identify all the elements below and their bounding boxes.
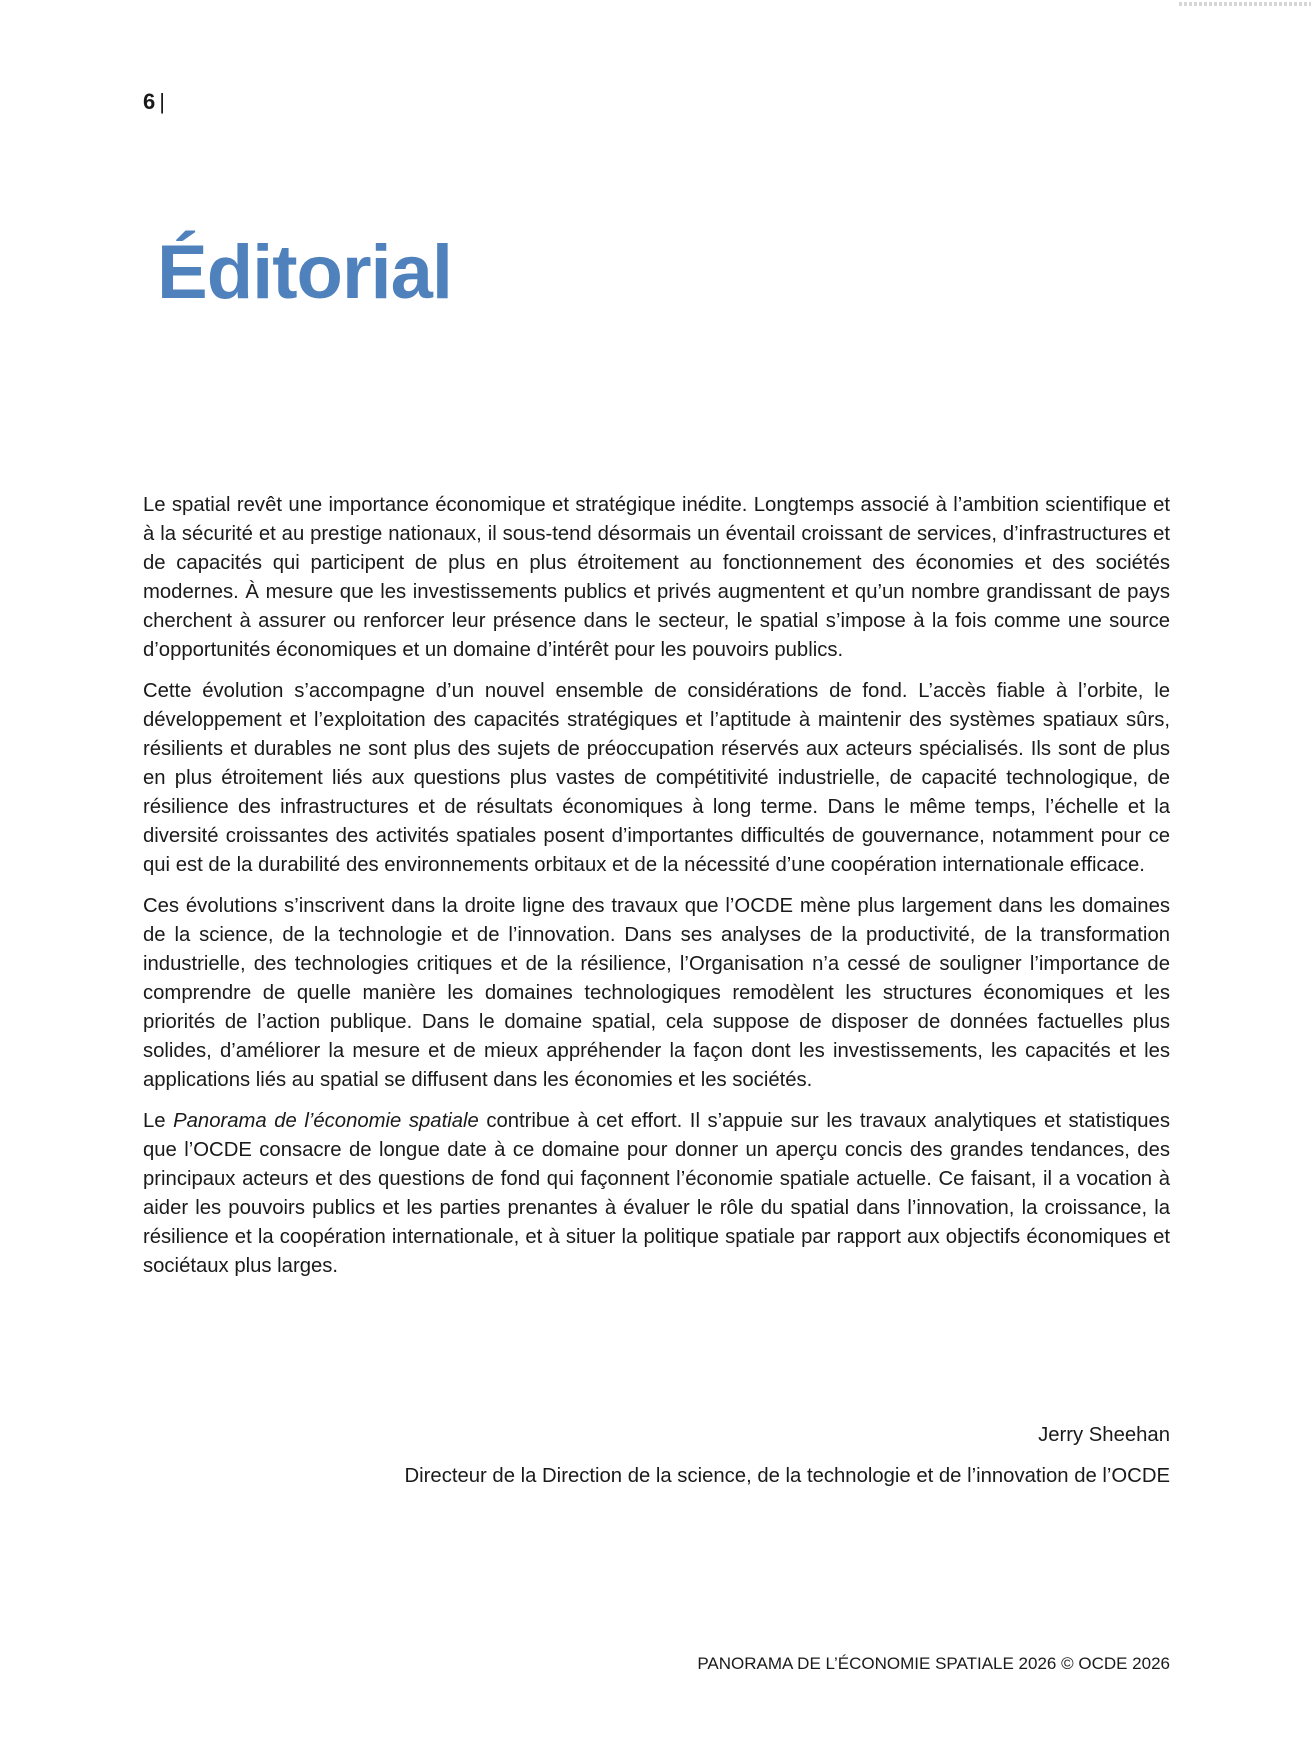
paragraph-1 xyxy=(143,491,1170,665)
paragraph-4-text-before: Le xyxy=(143,1110,174,1132)
page-number xyxy=(143,88,165,116)
signature-block xyxy=(405,1421,1170,1491)
paragraph-2-text: Cette évolution s’accompagne d’un nouvel ensemble de considérations de fond. L’accès fiable à l’orbite, le développement et l’exploitation des capacités stratégiques et l’aptitude à maintenir des systèmes spatiaux sûrs, résilients et durables ne sont plus des sujets de préoccupation réservés aux acteurs spécialisés. Ils sont de plus en plus étroitement liés aux questions plus vastes de compétitivité industrielle, de capacité technologique, de résilience des infrastructures et de résultats économiques à long terme. Dans le même temps, l’échelle et la diversité croissantes des activités spatiales posent d’importantes difficultés de gouvernance, notamment pour ce qui est de la durabilité des environnements orbitaux et de la nécessité d’une coopération internationale efficace. xyxy=(143,680,1170,876)
paragraph-3-text: Ces évolutions s’inscrivent dans la droite ligne des travaux que l’OCDE mène plus largement dans les domaines de la science, de la technologie et de l’innovation. Dans ses analyses de la productivité, de la transformation industrielle, des technologies critiques et de la résilience, l’Organisation n’a cessé de souligner l’importance de comprendre de quelle manière les domaines technologiques remodèlent les structures économiques et les priorités de l’action publique. Dans le domaine spatial, cela suppose de disposer de données factuelles plus solides, d’améliorer la mesure et de mieux appréhender la façon dont les investissements, les capacités et les applications liés au spatial se diffusent dans les économies et les sociétés. xyxy=(143,895,1170,1091)
page-title: Éditorial xyxy=(157,230,453,315)
signatory-name: Jerry Sheehan xyxy=(1038,1424,1170,1446)
paragraph-4-text-after: contribue à cet effort. Il s’appuie sur les travaux analytiques et statistiques que l’OCDE consacre de longue date à ce domaine pour donner un aperçu concis des grandes tendances, des principaux acteurs et des questions de fond qui façonnent l’économie spatiale actuelle. Ce faisant, il a vocation à aider les pouvoirs publics et les parties prenantes à évaluer le rôle du spatial dans l’innovation, la croissance, la résilience et la coopération internationale, et à situer la politique spatiale par rapport aux objectifs économiques et sociétaux plus larges. xyxy=(143,1110,1170,1277)
publication-title: Panorama de l’économie spatiale xyxy=(173,1110,479,1132)
page-number-value: 6 xyxy=(143,89,156,114)
paragraph-2 xyxy=(143,677,1170,880)
editorial-body xyxy=(143,491,1170,1293)
paragraph-3 xyxy=(143,892,1170,1095)
top-corner-mark xyxy=(1179,2,1311,6)
page-footer: PANORAMA DE L’ÉCONOMIE SPATIALE 2026 © OCDE 2026 xyxy=(697,1654,1170,1673)
page-number-separator: | xyxy=(159,89,165,114)
paragraph-4 xyxy=(143,1107,1170,1281)
paragraph-1-text: Le spatial revêt une importance économique et stratégique inédite. Longtemps associé à l’ambition scientifique et à la sécurité et au prestige nationaux, il sous-tend désormais un éventail croissant de services, d’infrastructures et de capacités qui participent de plus en plus étroitement au fonctionnement des économies et des sociétés modernes. À mesure que les investissements publics et privés augmentent et qu’un nombre grandissant de pays cherchent à assurer ou renforcer leur présence dans le secteur, le spatial s’impose à la fois comme une source d’opportunités économiques et un domaine d’intérêt pour les pouvoirs publics. xyxy=(143,494,1170,661)
signatory-role: Directeur de la Direction de la science, de la technologie et de l’innovation de l’OCDE xyxy=(404,1465,1170,1487)
